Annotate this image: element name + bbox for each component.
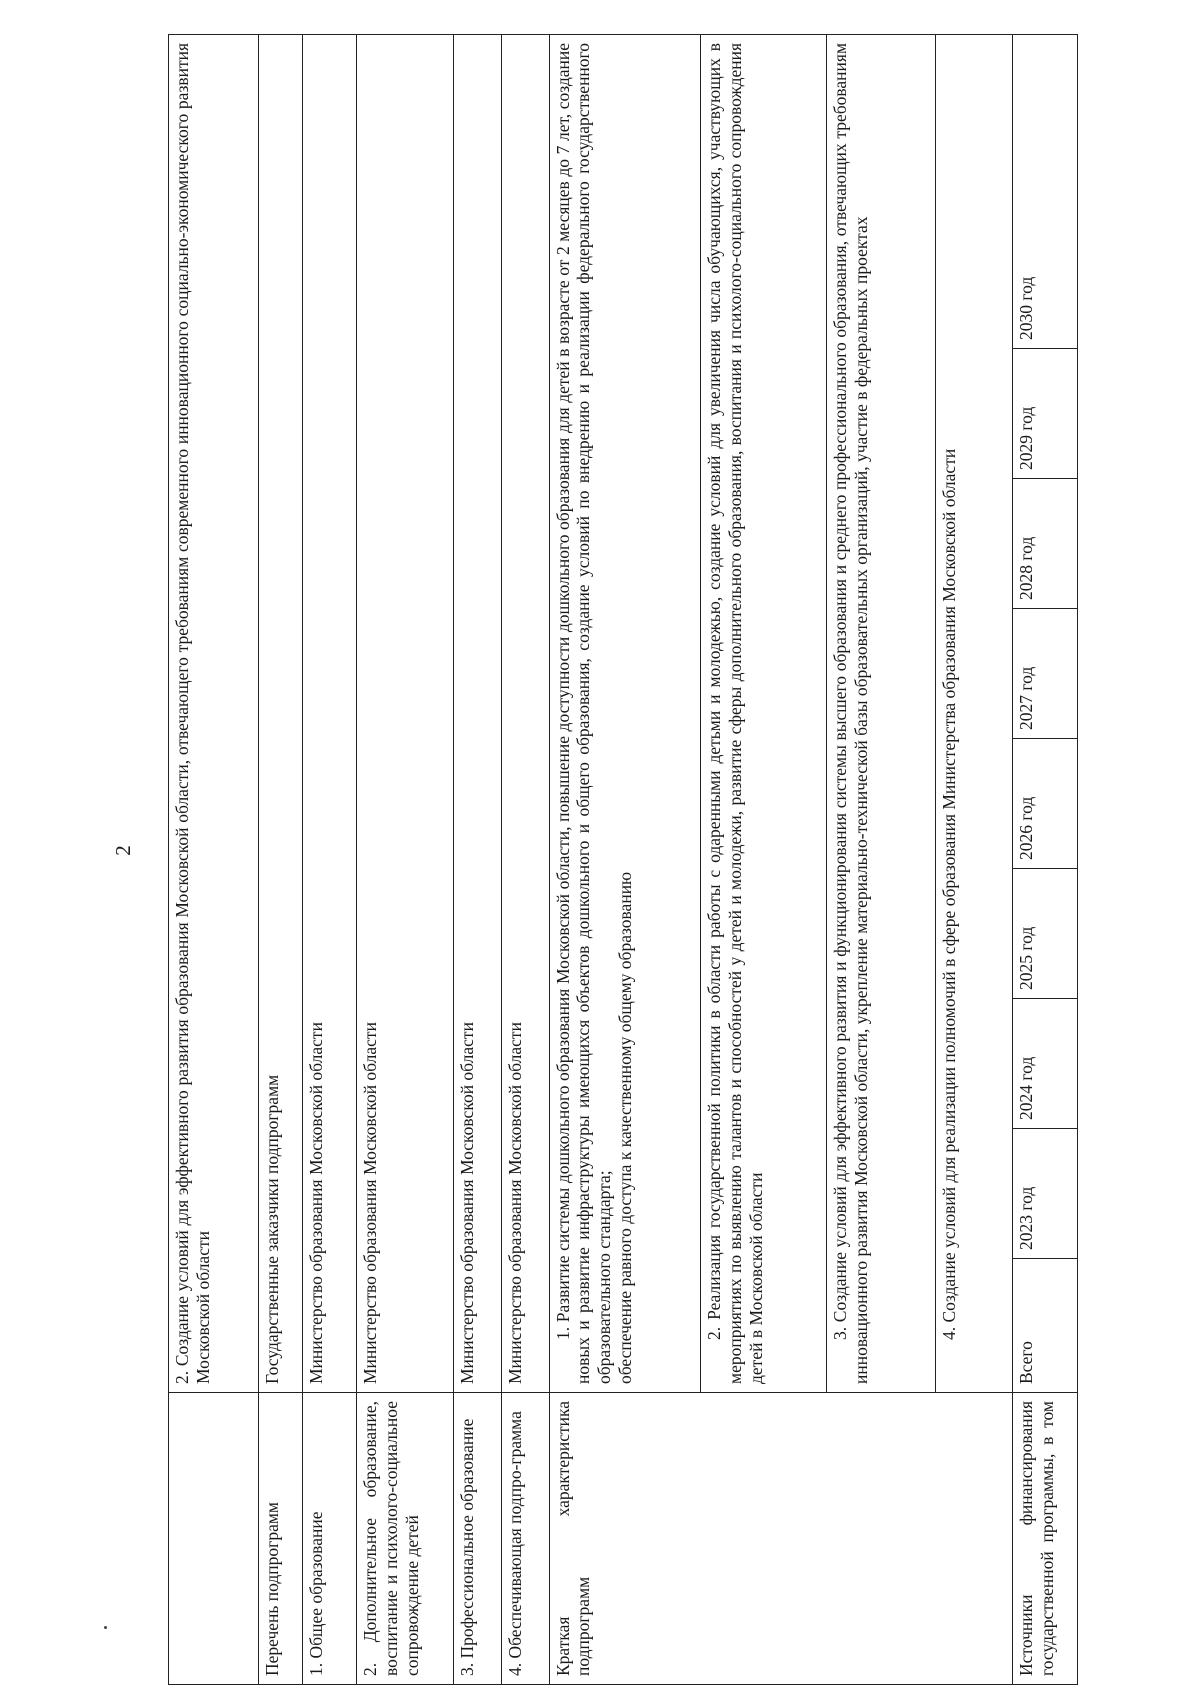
brief-item-3-text: Создание условий для эффективного развития и функционирования системы высшего образования и среднего профессионального образования, отвечающих требованиям инновационного развития Московской области, укрепление материально-технической базы образовательных организаций, участие в федеральных проектах (830, 42, 871, 1384)
brief-item-4 (935, 34, 1012, 1392)
program-passport-table (168, 34, 1078, 1685)
page-number: 2 (110, 845, 135, 856)
brief-item-3 (827, 34, 936, 1392)
financing-header-2029: 2029 год (1013, 349, 1078, 479)
subprograms-list-value: Государственные заказчики подпрограмм (259, 34, 303, 1392)
additional-education-value: Министерство образования Московской области (357, 34, 454, 1392)
brief-item-1-text: Развитие системы дошкольного образования Московской области, повышение доступности дошкольного образования для детей в возрасте от 2 месяцев до 7 лет, создание новых и развитие инфраструктуры имеющихся объектов дошкольного и общего образования, создание условий по внедрению и реализации федерального государственного образовательного стандарта; (552, 42, 615, 1384)
rotated-page-content (168, 42, 1078, 1685)
goal-continuation-row (169, 34, 259, 1684)
brief-item-1-number: 1. (552, 1326, 573, 1340)
subprograms-list-label: Перечень подпрограмм (259, 1393, 303, 1685)
supporting-subprogram-value: Министерство образования Московской области (502, 34, 549, 1392)
supporting-subprogram-row (502, 34, 549, 1684)
brief-item-3-number: 3. (830, 1326, 851, 1340)
financing-header-2025: 2025 год (1013, 869, 1078, 999)
general-education-label: 1. Общее образование (303, 1393, 357, 1685)
professional-education-row (454, 34, 502, 1684)
brief-item-4-text: Создание условий для реализации полномочий в сфере образования Министерства образования Московской области (938, 448, 959, 1323)
financing-header-total: Всего (1013, 1259, 1078, 1393)
additional-education-row (357, 34, 454, 1684)
professional-education-label: 3. Профессиональное образование (454, 1393, 502, 1685)
general-education-row (303, 34, 357, 1684)
financing-header-2024: 2024 год (1013, 999, 1078, 1129)
financing-label: Источники финансирования государственной программы, в том (1013, 1393, 1078, 1685)
supporting-subprogram-label: 4. Обеспечивающая подпро-грамма (502, 1393, 549, 1685)
financing-header-2023: 2023 год (1013, 1129, 1078, 1259)
brief-item-2-text: Реализация государственной политики в области работы с одаренными детьми и молодежью, создание условий для увеличения числа обучающихся, участвующих в мероприятиях по выявлению талантов и способностей у детей и молодежи, развитие сферы дополнительного образования, воспитания и психолого-социального сопровождения детей в Московской области (704, 42, 766, 1384)
financing-header-2030: 2030 год (1013, 34, 1078, 348)
general-education-value: Министерство образования Московской области (303, 34, 357, 1392)
goal-text: 2. Создание условий для эффективного развития образования Московской области, отвечающего требованиям современного инновационного социально-экономического развития Московской области (169, 34, 259, 1392)
financing-header-row (1013, 34, 1078, 1684)
brief-item-1-text2: обеспечение равного доступа к качественному общему образованию (614, 871, 635, 1384)
empty-label-cell (169, 1393, 259, 1685)
brief-item-2-number: 2. (704, 1326, 725, 1340)
scan-dot (104, 1626, 107, 1629)
brief-item-4-number: 4. (938, 1326, 959, 1340)
subprograms-list-row (259, 34, 303, 1684)
financing-header-2028: 2028 год (1013, 479, 1078, 609)
financing-header-2027: 2027 год (1013, 609, 1078, 739)
additional-education-label: 2. Дополнительное образование, воспитание и психолого-социальное сопровождение детей (357, 1393, 454, 1685)
brief-item-2 (701, 34, 827, 1392)
financing-header-2026: 2026 год (1013, 739, 1078, 869)
professional-education-value: Министерство образования Московской области (454, 34, 502, 1392)
brief-item-1 (549, 34, 701, 1392)
brief-label: Краткая характеристика подпрограмм (549, 1393, 1013, 1685)
brief-item-row-1 (549, 34, 701, 1684)
